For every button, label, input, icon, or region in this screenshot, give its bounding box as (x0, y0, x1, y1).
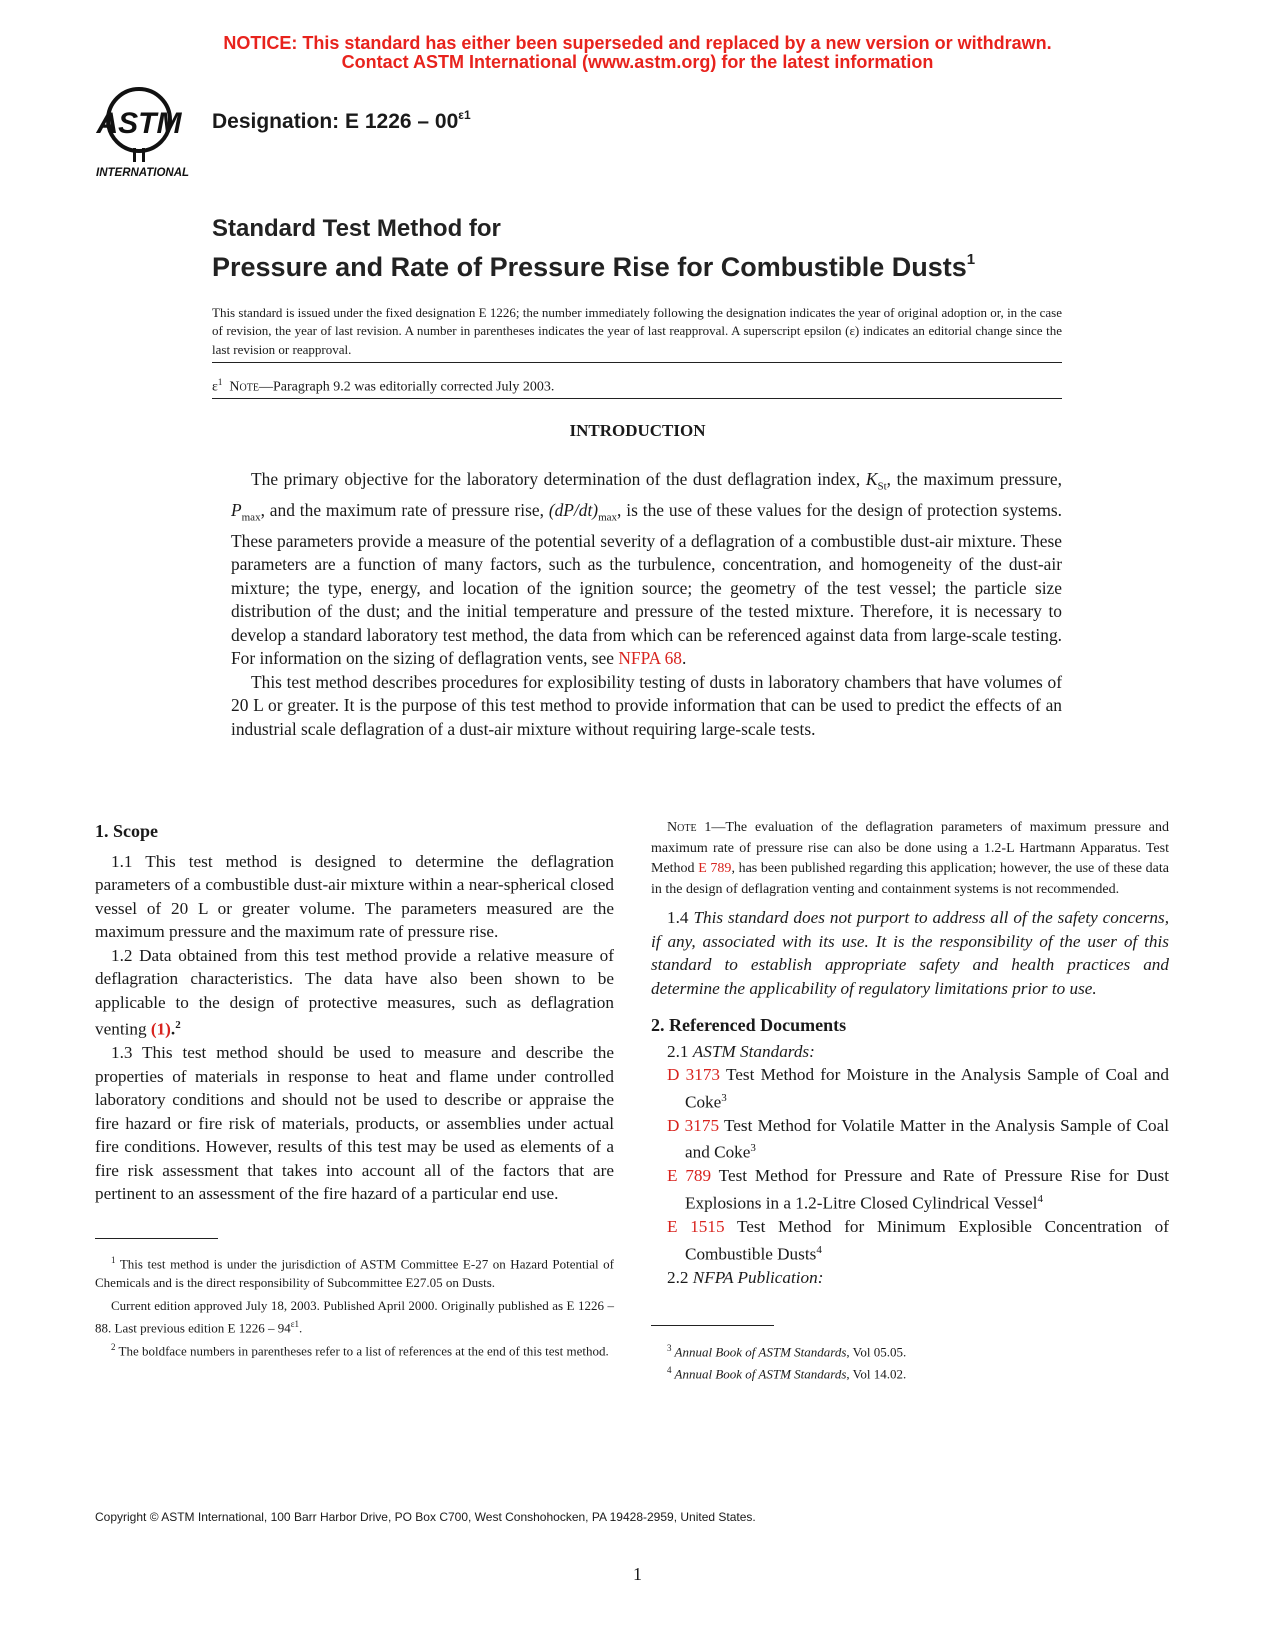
designation-epsilon: ε1 (458, 108, 471, 122)
ref-code-e789[interactable]: E 789 (667, 1166, 712, 1186)
right-column (651, 820, 1169, 1289)
introduction-heading: INTRODUCTION (569, 421, 706, 440)
section-1-3: 1.3 This test method should be used to measure and describe the properties of materials in response to heat and flame under controlled laboratory conditions and should not be used to describe or appraise the fire hazard or fire risk of materials, products, or assemblies under actual fire conditions. However, results of this test may be used as elements of a fire risk assessment that takes into account all of the factors that are pertinent to an assessment of the fire hazard of a particular end use. (95, 1043, 614, 1204)
copyright-notice: Copyright © ASTM International, 100 Barr Harbor Drive, PO Box C700, West Conshohocken, PA 19428-2959, United States. (95, 1510, 756, 1524)
footnote-divider (95, 1238, 218, 1239)
page-number: 1 (633, 1564, 642, 1584)
intro-paragraph-1: The primary objective for the laboratory determination of the dust deflagration index, $K_{St}$, the maximum pressure, $P_{max}$, and the maximum rate of pressure rise, $(dP/dt)_{max}$, is the use of these values for the design of protection systems. These parameters provide a measure of the potential severity of a deflagration of a combustible dust-air mixture. These parameters are a function of many factors, such as the turbulence, concentration, and homogeneity of the dust-air mixture; the type, energy, and location of the ignition source; the geometry of the test vessel; the particle size distribution of the dust; and the initial temperature and pressure of the tested mixture. Therefore, it is necessary to develop a standard laboratory test method, the data from which can be referenced against data from large-scale testing. For information on the sizing of deflagration vents, see NFPA 68. (231, 469, 1062, 669)
epsilon-note-text: —Paragraph 9.2 was editorially corrected July 2003. (258, 379, 555, 395)
ref-code-e1515[interactable]: E 1515 (667, 1217, 725, 1237)
epsilon-note (212, 377, 554, 396)
reference-item: E 1515 Test Method for Minimum Explosible Concentration of Combustible Dusts$^4$ (667, 1217, 1169, 1264)
footnote-current-edition: Current edition approved July 18, 2003. Published April 2000. Originally published as E 1226 – 88. Last previous edition E $1226 - 94^{\varepsilon 1}$. (95, 1298, 614, 1336)
designation (212, 108, 471, 134)
intro-paragraph-2: This test method describes procedures for explosibility testing of dusts in laboratory chambers that have volumes of 20 L or greater. It is the purpose of this test method to provide information that can be used to predict the effects of an industrial scale deflagration of a dust-air mixture without requiring large-scale tests. (231, 671, 1062, 739)
ref-code-d3173[interactable]: D 3173 (667, 1065, 721, 1084)
left-footnotes (95, 1251, 614, 1360)
epsilon-sup: 1 (217, 377, 223, 387)
ref-code-d3175[interactable]: D 3175 (667, 1115, 720, 1135)
section-1-2: 1.2 Data obtained from this test method provide a relative measure of deflagration characteristics. The data have also been shown to be applicable to the design of protective measures, such as deflagration venting (1).$^2$ (95, 945, 614, 1039)
footnote-divider (651, 1325, 774, 1326)
scope-heading: 1. Scope (95, 821, 158, 841)
title-line-1: Standard Test Method for (212, 215, 501, 242)
nfpa-68-link[interactable]: NFPA 68 (618, 648, 682, 669)
section-1-4: 1.4 This standard does not purport to address all of the safety concerns, if any, associated with its use. It is the responsibility of the user of this standard to establish appropriate safety and health practices and determine the applicability of regulatory limitations prior to use. (651, 908, 1170, 998)
introduction-body (231, 468, 1062, 741)
footnote-3: $^3$ Annual Book of ASTM Standards, Vol 05.05. (667, 1343, 907, 1360)
footnote-1: $^1$ This test method is under the jurisdiction of ASTM Committee E-27 on Hazard Potential of Chemicals and is the direct responsibility of Subcommittee E27.05 on Dusts. (95, 1255, 614, 1291)
referenced-documents-heading: 2. Referenced Documents (651, 1015, 847, 1035)
withdrawal-notice (0, 34, 1275, 72)
section-1-1: 1.1 This test method is designed to determine the deflagration parameters of a combustible dust-air mixture within a near-spherical closed vessel of 20 L or greater volume. The parameters measured are the maximum pressure and the maximum rate of pressure rise. (95, 851, 614, 941)
reference-1-link[interactable]: (1) (150, 1019, 171, 1039)
document-title (212, 214, 975, 283)
logo-mark: ASTM (96, 107, 182, 140)
footnote-4: $^4$ Annual Book of ASTM Standards, Vol 14.02. (667, 1365, 907, 1382)
astm-logo (92, 86, 198, 182)
reference-item: D 3175 Test Method for Volatile Matter in the Analysis Sample of Coal and Coke$^3$ (667, 1115, 1169, 1162)
left-column (95, 820, 614, 1206)
section-2-1: 2.1 ASTM Standards: (667, 1041, 815, 1061)
e789-link[interactable]: E 789 (698, 861, 732, 876)
right-footnotes (651, 1339, 1169, 1384)
designation-label: Designation: E 1226 – 00 (212, 110, 459, 133)
title-line-2: Pressure and Rate of Pressure Rise for Combustible Dusts (212, 252, 967, 282)
notice-line-1: NOTICE: This standard has either been superseded and replaced by a new version or withdrawn. (223, 33, 1052, 53)
note-label: Note (229, 379, 259, 395)
reference-item: E 789 Test Method for Pressure and Rate of Pressure Rise for Dust Explosions in a 1.2-Litre Closed Cylindrical Vessel$^4$ (667, 1166, 1170, 1213)
notice-line-2: Contact ASTM International (www.astm.org) for the latest information (341, 52, 934, 72)
note-1: Note 1—The evaluation of the deflagration parameters of maximum pressure and maximum rate of pressure rise can also be done using a 1.2-L Hartmann Apparatus. Test Method E 789, has been published regarding this application; however, the use of these data in the design of deflagration venting and containment systems is not recommended. (651, 820, 1169, 897)
issuance-statement: This standard is issued under the fixed designation E 1226; the number immediately following the designation indicates the year of original adoption or, in the case of revision, the year of last revision. A number in parentheses indicates the year of last reapproval. A superscript epsilon (ε) indicates an editorial change since the last revision or reapproval. (212, 305, 1062, 357)
title-footnote-mark: 1 (966, 251, 976, 268)
footnote-2: $^2$ The boldface numbers in parentheses refer to a list of references at the end of this test method. (111, 1341, 609, 1358)
reference-item: D 3173 Test Method for Moisture in the Analysis Sample of Coal and Coke$^3$ (667, 1065, 1169, 1112)
divider (212, 398, 1062, 399)
section-2-2: 2.2 NFPA Publication: (667, 1267, 824, 1287)
logo-sub: INTERNATIONAL (96, 167, 190, 179)
divider (212, 362, 1062, 363)
epsilon-mark: ε (212, 379, 218, 395)
